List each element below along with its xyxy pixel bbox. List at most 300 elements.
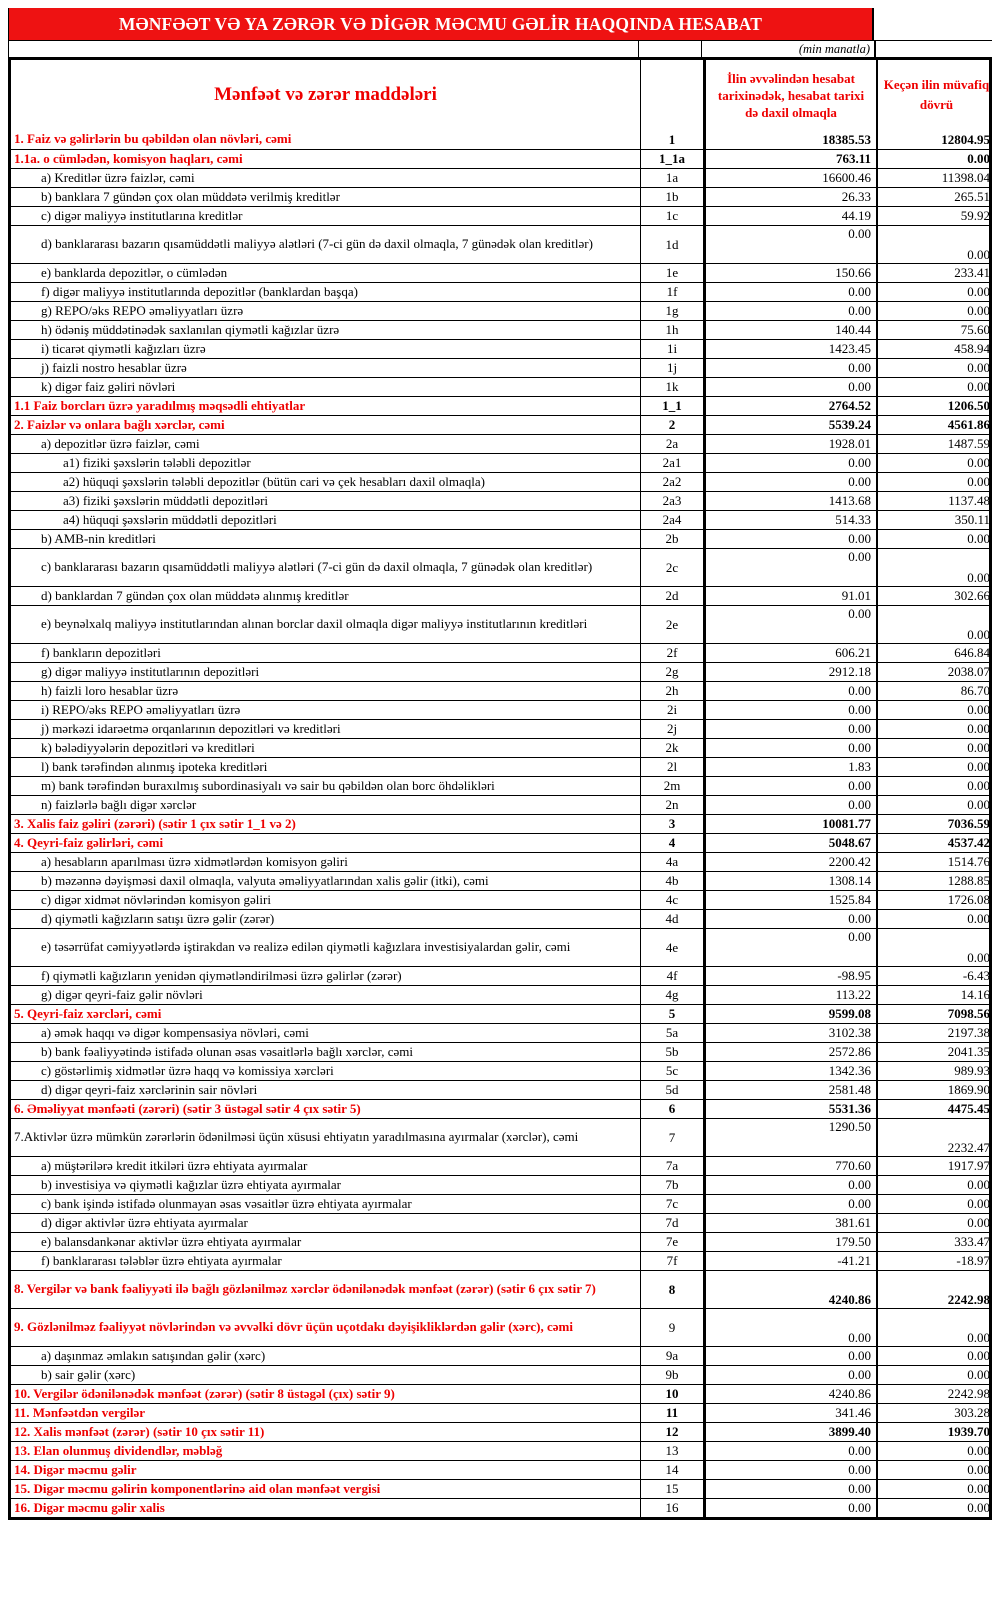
row-code: 1e bbox=[640, 264, 703, 282]
row-label: 6. Əməliyyat mənfəəti (zərəri) (sətir 3 üstəgəl sətir 4 çıx sətir 5) bbox=[14, 1100, 361, 1116]
row-value-current: 0.00 bbox=[703, 226, 876, 263]
table-row bbox=[11, 491, 989, 510]
row-value-current: 0.00 bbox=[703, 1366, 876, 1384]
row-value-current: 0.00 bbox=[703, 1461, 876, 1479]
report-title: MƏNFƏƏT VƏ YA ZƏRƏR VƏ DİGƏR MƏCMU GƏLİR HAQQINDA HESABAT bbox=[118, 13, 763, 34]
row-value-current: 0.00 bbox=[703, 606, 876, 643]
row-code: 1j bbox=[640, 359, 703, 377]
row-code: 9 bbox=[640, 1309, 703, 1346]
row-value-current: 1525.84 bbox=[703, 891, 876, 909]
banner-right-spacer bbox=[874, 8, 993, 40]
row-value-current: 0.00 bbox=[703, 283, 876, 301]
row-label: g) digər maliyyə institutlarının depozitləri bbox=[41, 663, 260, 679]
units-empty-code-cell bbox=[638, 41, 701, 57]
row-value-current: 0.00 bbox=[703, 910, 876, 928]
table-row bbox=[11, 434, 989, 453]
row-value-previous: 458.94 bbox=[876, 340, 995, 358]
row-value-previous: 1206.50 bbox=[876, 397, 995, 415]
row-value-previous: 1514.76 bbox=[876, 853, 995, 871]
row-code: 15 bbox=[640, 1480, 703, 1498]
row-code: 16 bbox=[640, 1499, 703, 1517]
row-code: 1k bbox=[640, 378, 703, 396]
row-code: 1h bbox=[640, 321, 703, 339]
row-value-current: 1342.36 bbox=[703, 1062, 876, 1080]
row-value-previous: 0.00 bbox=[876, 739, 995, 757]
table-row bbox=[11, 1023, 989, 1042]
row-label: j) faizli nostro hesablar üzrə bbox=[41, 359, 187, 375]
row-value-current: 2200.42 bbox=[703, 853, 876, 871]
row-value-current: 0.00 bbox=[703, 777, 876, 795]
row-label: i) ticarət qiymətli kağızları üzrə bbox=[41, 340, 206, 356]
table-row bbox=[11, 1042, 989, 1061]
row-label: h) faizli loro hesablar üzrə bbox=[41, 682, 179, 698]
row-code: 7 bbox=[640, 1119, 703, 1156]
row-value-previous: -6.43 bbox=[876, 967, 995, 985]
table-row bbox=[11, 1004, 989, 1023]
row-value-current: 3899.40 bbox=[703, 1423, 876, 1441]
table-row bbox=[11, 1365, 989, 1384]
row-label: 4. Qeyri-faiz gəlirləri, cəmi bbox=[14, 834, 164, 850]
table-row bbox=[11, 320, 989, 339]
row-label: d) qiymətli kağızların satışı üzrə gəlir (zərər) bbox=[41, 910, 275, 926]
row-value-previous: 0.00 bbox=[876, 530, 995, 548]
row-code: 8 bbox=[640, 1271, 703, 1308]
row-value-previous: 0.00 bbox=[876, 758, 995, 776]
row-code: 2h bbox=[640, 682, 703, 700]
row-value-current: 26.33 bbox=[703, 188, 876, 206]
row-value-previous: 14.16 bbox=[876, 986, 995, 1004]
row-code: 2 bbox=[640, 416, 703, 434]
row-code: 7b bbox=[640, 1176, 703, 1194]
row-code: 1f bbox=[640, 283, 703, 301]
row-code: 9b bbox=[640, 1366, 703, 1384]
table-row bbox=[11, 776, 989, 795]
table-row bbox=[11, 738, 989, 757]
table-row bbox=[11, 1498, 989, 1517]
row-code: 2a1 bbox=[640, 454, 703, 472]
table-row bbox=[11, 1061, 989, 1080]
row-value-current: 91.01 bbox=[703, 587, 876, 605]
row-value-current: 9599.08 bbox=[703, 1005, 876, 1023]
row-value-current: 770.60 bbox=[703, 1157, 876, 1175]
row-value-previous: 0.00 bbox=[876, 1309, 995, 1346]
row-label: 10. Vergilər ödənilənədək mənfəət (zərər) (sətir 8 üstəgəl (çıx) sətir 9) bbox=[14, 1385, 395, 1401]
row-code: 10 bbox=[640, 1385, 703, 1403]
row-value-current: 0.00 bbox=[703, 549, 876, 586]
row-label: c) digər xidmət növlərindən komisyon gəliri bbox=[41, 891, 271, 907]
row-value-previous: 75.60 bbox=[876, 321, 995, 339]
row-code: 1a bbox=[640, 169, 703, 187]
row-value-current: 763.11 bbox=[703, 150, 876, 168]
row-label: 12. Xalis mənfəət (zərər) (sətir 10 çıx sətir 11) bbox=[14, 1423, 265, 1439]
row-label: d) digər aktivlər üzrə ehtiyata ayırmalar bbox=[41, 1214, 248, 1230]
row-label: f) banklararası tələblər üzrə ehtiyata ayırmalar bbox=[41, 1252, 282, 1268]
row-value-previous: 0.00 bbox=[876, 777, 995, 795]
table-row bbox=[11, 1080, 989, 1099]
row-code: 5c bbox=[640, 1062, 703, 1080]
table-row bbox=[11, 681, 989, 700]
row-code: 7e bbox=[640, 1233, 703, 1251]
row-code: 2n bbox=[640, 796, 703, 814]
row-value-current: -41.21 bbox=[703, 1252, 876, 1270]
row-code: 2c bbox=[640, 549, 703, 586]
row-label: 2. Faizlər və onlara bağlı xərclər, cəmi bbox=[14, 416, 225, 432]
row-value-current: 1.83 bbox=[703, 758, 876, 776]
row-value-current: 0.00 bbox=[703, 701, 876, 719]
row-value-previous: 0.00 bbox=[876, 606, 995, 643]
table-row bbox=[11, 1479, 989, 1498]
table-row bbox=[11, 453, 989, 472]
row-value-previous: 0.00 bbox=[876, 701, 995, 719]
table-row bbox=[11, 586, 989, 605]
row-code: 9a bbox=[640, 1347, 703, 1365]
row-code: 4a bbox=[640, 853, 703, 871]
row-label: b) banklara 7 gündən çox olan müddətə verilmiş kreditlər bbox=[41, 188, 340, 204]
table-row bbox=[11, 1460, 989, 1479]
row-label: 1.1 Faiz borcları üzrə yaradılmış məqsədli ehtiyatlar bbox=[14, 397, 306, 413]
table-row bbox=[11, 1346, 989, 1365]
row-value-previous: 0.00 bbox=[876, 1480, 995, 1498]
row-value-current: 44.19 bbox=[703, 207, 876, 225]
row-code: 5 bbox=[640, 1005, 703, 1023]
row-value-current: 0.00 bbox=[703, 1442, 876, 1460]
row-label: 1. Faiz və gəlirlərin bu qəbildən olan növləri, cəmi bbox=[14, 131, 292, 147]
row-value-current: 0.00 bbox=[703, 1195, 876, 1213]
row-value-current: 0.00 bbox=[703, 302, 876, 320]
row-value-previous: 4537.42 bbox=[876, 834, 995, 852]
current-period-column-header: İlin əvvəlindən hesabat tarixinədək, hesabat tarixi də daxil olmaqla bbox=[703, 60, 876, 130]
row-label: 11. Mənfəətdən vergilər bbox=[14, 1404, 146, 1420]
row-code: 2m bbox=[640, 777, 703, 795]
row-label: d) digər qeyri-faiz xərclərinin sair növləri bbox=[41, 1081, 258, 1097]
table-row bbox=[11, 909, 989, 928]
row-value-current: 1308.14 bbox=[703, 872, 876, 890]
table-row bbox=[11, 282, 989, 301]
row-value-current: 113.22 bbox=[703, 986, 876, 1004]
row-code: 2i bbox=[640, 701, 703, 719]
row-value-current: 179.50 bbox=[703, 1233, 876, 1251]
row-code: 1d bbox=[640, 226, 703, 263]
row-value-previous: 2038.07 bbox=[876, 663, 995, 681]
table-row bbox=[11, 1403, 989, 1422]
row-value-current: 381.61 bbox=[703, 1214, 876, 1232]
row-code: 4c bbox=[640, 891, 703, 909]
row-label: d) banklardan 7 gündən çox olan müddətə alınmış kreditlər bbox=[41, 587, 349, 603]
table-row bbox=[11, 1441, 989, 1460]
row-code: 4b bbox=[640, 872, 703, 890]
row-code: 2e bbox=[640, 606, 703, 643]
table-row bbox=[11, 1384, 989, 1403]
row-value-current: 606.21 bbox=[703, 644, 876, 662]
row-label: 7.Aktivlər üzrə mümkün zərərlərin ödənilməsi üçün xüsusi ehtiyatın yaradılmasına ayırmalar (xərclər), cəmi bbox=[14, 1129, 579, 1145]
row-code: 1_1a bbox=[640, 150, 703, 168]
row-label: 3. Xalis faiz gəliri (zərəri) (sətir 1 çıx sətir 1_1 və 2) bbox=[14, 815, 296, 831]
table-body bbox=[11, 130, 989, 1517]
table-row bbox=[11, 643, 989, 662]
table-row bbox=[11, 757, 989, 776]
row-code: 5a bbox=[640, 1024, 703, 1042]
row-value-current: 0.00 bbox=[703, 1480, 876, 1498]
row-value-previous: 1917.97 bbox=[876, 1157, 995, 1175]
row-code: 1i bbox=[640, 340, 703, 358]
row-label: 15. Digər məcmu gəlirin komponentlərinə aid olan mənfəət vergisi bbox=[14, 1480, 381, 1496]
row-label: 8. Vergilər və bank fəaliyyəti ilə bağlı gözlənilməz xərclər ödənilənədək mənfəət (zərər) (sətir 6 çıx sətir 7) bbox=[14, 1281, 596, 1297]
code-column-header bbox=[640, 60, 703, 130]
row-code: 1 bbox=[640, 130, 703, 149]
row-value-previous: 0.00 bbox=[876, 1461, 995, 1479]
row-code: 2j bbox=[640, 720, 703, 738]
units-empty-prev-cell bbox=[874, 41, 993, 57]
units-note: (min manatla) bbox=[701, 41, 874, 57]
row-value-previous: 2232.47 bbox=[876, 1119, 995, 1156]
row-value-previous: 0.00 bbox=[876, 302, 995, 320]
row-value-previous: 4561.86 bbox=[876, 416, 995, 434]
table-row bbox=[11, 985, 989, 1004]
row-value-previous: 265.51 bbox=[876, 188, 995, 206]
row-value-previous: 0.00 bbox=[876, 1214, 995, 1232]
table-row bbox=[11, 890, 989, 909]
row-code: 1g bbox=[640, 302, 703, 320]
row-code: 4f bbox=[640, 967, 703, 985]
row-value-previous: 0.00 bbox=[876, 283, 995, 301]
row-value-previous: 0.00 bbox=[876, 929, 995, 966]
table-row bbox=[11, 301, 989, 320]
row-value-previous: 233.41 bbox=[876, 264, 995, 282]
row-value-previous: 0.00 bbox=[876, 454, 995, 472]
units-row bbox=[9, 40, 992, 57]
row-value-previous: 0.00 bbox=[876, 796, 995, 814]
row-value-previous: 4475.45 bbox=[876, 1100, 995, 1118]
row-label: e) təsərrüfat cəmiyyətlərdə iştirakdan və realizə edilən qiymətli kağızlara investisiyalardan gəlir, cəmi bbox=[41, 939, 571, 955]
row-label: b) məzənnə dəyişməsi daxil olmaqla, valyuta əməliyyatlarından xalis gəlir (itki), cəmi bbox=[41, 872, 489, 888]
row-code: 13 bbox=[640, 1442, 703, 1460]
units-empty-label-cell bbox=[9, 41, 638, 57]
row-value-current: 1413.68 bbox=[703, 492, 876, 510]
row-code: 1c bbox=[640, 207, 703, 225]
row-value-current: 2572.86 bbox=[703, 1043, 876, 1061]
row-code: 2a2 bbox=[640, 473, 703, 491]
row-value-previous: 12804.95 bbox=[876, 130, 995, 149]
row-label: b) AMB-nin kreditləri bbox=[41, 530, 156, 546]
row-label: i) REPO/əks REPO əməliyyatları üzrə bbox=[41, 701, 241, 717]
row-value-previous: 0.00 bbox=[876, 1347, 995, 1365]
row-label: 14. Digər məcmu gəlir bbox=[14, 1461, 137, 1477]
row-label: a2) hüquqi şəxslərin tələbli depozitlər (bütün cari və çek hesabları daxil olmaqla) bbox=[63, 473, 485, 489]
row-value-previous: 11398.04 bbox=[876, 169, 995, 187]
row-label: a) hesabların aparılması üzrə xidmətlərdən komisyon gəliri bbox=[41, 853, 348, 869]
row-code: 6 bbox=[640, 1100, 703, 1118]
row-value-current: 341.46 bbox=[703, 1404, 876, 1422]
row-value-previous: 0.00 bbox=[876, 150, 995, 168]
table-row bbox=[11, 871, 989, 890]
row-code: 4 bbox=[640, 834, 703, 852]
row-label: c) göstərlimiş xidmətlər üzrə haqq və komissiya xərcləri bbox=[41, 1062, 334, 1078]
table-row bbox=[11, 1213, 989, 1232]
table-row bbox=[11, 795, 989, 814]
table-row bbox=[11, 130, 989, 149]
row-value-current: -98.95 bbox=[703, 967, 876, 985]
row-value-previous: 1726.08 bbox=[876, 891, 995, 909]
row-label: b) sair gəlir (xərc) bbox=[41, 1366, 136, 1382]
row-code: 4e bbox=[640, 929, 703, 966]
row-value-previous: 0.00 bbox=[876, 359, 995, 377]
row-value-current: 0.00 bbox=[703, 1347, 876, 1365]
row-value-current: 4240.86 bbox=[703, 1271, 876, 1308]
row-code: 7f bbox=[640, 1252, 703, 1270]
row-value-current: 0.00 bbox=[703, 454, 876, 472]
row-value-current: 0.00 bbox=[703, 929, 876, 966]
row-value-current: 150.66 bbox=[703, 264, 876, 282]
row-label: n) faizlərlə bağlı digər xərclər bbox=[41, 796, 197, 812]
table-row bbox=[11, 415, 989, 434]
row-value-previous: 2041.35 bbox=[876, 1043, 995, 1061]
row-label: c) banklararası bazarın qısamüddətli maliyyə alətləri (7-ci gün də daxil olmaqla, 7 günədək olan kreditlər) bbox=[41, 559, 593, 575]
row-value-previous: 350.11 bbox=[876, 511, 995, 529]
row-value-previous: 59.92 bbox=[876, 207, 995, 225]
row-value-previous: 1288.85 bbox=[876, 872, 995, 890]
row-value-current: 1928.01 bbox=[703, 435, 876, 453]
row-label: a) müştərilərə kredit itkiləri üzrə ehtiyata ayırmalar bbox=[41, 1157, 308, 1173]
table-row bbox=[11, 1422, 989, 1441]
row-value-current: 0.00 bbox=[703, 739, 876, 757]
row-label: j) mərkəzi idarəetmə orqanlarının depozitləri və kreditləri bbox=[41, 720, 341, 736]
row-value-current: 0.00 bbox=[703, 1309, 876, 1346]
row-code: 2a bbox=[640, 435, 703, 453]
table-row bbox=[11, 472, 989, 491]
row-value-previous: 0.00 bbox=[876, 1499, 995, 1517]
row-value-current: 2764.52 bbox=[703, 397, 876, 415]
row-label: a1) fiziki şəxslərin tələbli depozitlər bbox=[63, 454, 251, 470]
row-value-previous: 1869.90 bbox=[876, 1081, 995, 1099]
row-code: 1b bbox=[640, 188, 703, 206]
table-row bbox=[11, 1156, 989, 1175]
row-value-current: 5531.36 bbox=[703, 1100, 876, 1118]
row-value-previous: 2242.98 bbox=[876, 1271, 995, 1308]
row-label: k) digər faiz gəliri növləri bbox=[41, 378, 176, 394]
row-value-previous: 86.70 bbox=[876, 682, 995, 700]
row-value-previous: 0.00 bbox=[876, 473, 995, 491]
row-value-previous: 0.00 bbox=[876, 378, 995, 396]
row-label: a) Kreditlər üzrə faizlər, cəmi bbox=[41, 169, 195, 185]
row-code: 7d bbox=[640, 1214, 703, 1232]
row-label: f) digər maliyyə institutlarında depozitlər (banklardan başqa) bbox=[41, 283, 358, 299]
items-column-header: Mənfəət və zərər maddələri bbox=[214, 84, 437, 105]
row-code: 12 bbox=[640, 1423, 703, 1441]
row-label: a) daşınmaz əmlakın satışından gəlir (xərc) bbox=[41, 1347, 266, 1363]
row-value-current: 0.00 bbox=[703, 796, 876, 814]
row-label: 5. Qeyri-faiz xərcləri, cəmi bbox=[14, 1005, 162, 1021]
table-row bbox=[11, 605, 989, 643]
row-value-previous: 0.00 bbox=[876, 1442, 995, 1460]
report-title-banner bbox=[9, 8, 874, 40]
row-value-previous: 0.00 bbox=[876, 1176, 995, 1194]
table-row bbox=[11, 1270, 989, 1308]
table-row bbox=[11, 529, 989, 548]
table-row bbox=[11, 852, 989, 871]
row-value-current: 0.00 bbox=[703, 359, 876, 377]
row-code: 14 bbox=[640, 1461, 703, 1479]
row-value-previous: 0.00 bbox=[876, 1366, 995, 1384]
row-label: b) investisiya və qiymətli kağızlar üzrə ehtiyata ayırmalar bbox=[41, 1176, 341, 1192]
row-value-previous: 989.93 bbox=[876, 1062, 995, 1080]
row-label: l) bank tərəfindən alınmış ipoteka kreditləri bbox=[41, 758, 268, 774]
row-value-current: 16600.46 bbox=[703, 169, 876, 187]
table-header-row bbox=[11, 60, 989, 130]
row-value-current: 5539.24 bbox=[703, 416, 876, 434]
row-value-current: 0.00 bbox=[703, 530, 876, 548]
row-code: 7a bbox=[640, 1157, 703, 1175]
row-value-current: 4240.86 bbox=[703, 1385, 876, 1403]
table-row bbox=[11, 168, 989, 187]
row-label: 9. Gözlənilməz fəaliyyət növlərindən və əvvəlki dövr üçün uçotdakı dəyişikliklərdən gəlir (xərc), cəmi bbox=[14, 1319, 573, 1335]
row-label: b) bank fəaliyyətində istifadə olunan əsas vəsaitlərlə bağlı xərclər, cəmi bbox=[41, 1043, 413, 1059]
table-row bbox=[11, 662, 989, 681]
row-code: 2a3 bbox=[640, 492, 703, 510]
row-label: a) depozitlər üzrə faizlər, cəmi bbox=[41, 435, 200, 451]
table-row bbox=[11, 149, 989, 168]
row-value-previous: 302.66 bbox=[876, 587, 995, 605]
row-value-previous: 0.00 bbox=[876, 720, 995, 738]
row-value-previous: 7036.59 bbox=[876, 815, 995, 833]
profit-loss-table bbox=[8, 57, 992, 1520]
row-code: 4g bbox=[640, 986, 703, 1004]
row-value-previous: 1137.48 bbox=[876, 492, 995, 510]
table-row bbox=[11, 1175, 989, 1194]
row-value-current: 0.00 bbox=[703, 378, 876, 396]
row-value-previous: 0.00 bbox=[876, 226, 995, 263]
row-value-current: 0.00 bbox=[703, 720, 876, 738]
row-value-previous: 646.84 bbox=[876, 644, 995, 662]
previous-period-column-header: Keçən ilin müvafiq dövrü bbox=[876, 60, 995, 130]
row-label: 16. Digər məcmu gəlir xalis bbox=[14, 1499, 165, 1515]
row-code: 2d bbox=[640, 587, 703, 605]
table-row bbox=[11, 1118, 989, 1156]
table-row bbox=[11, 1194, 989, 1213]
row-value-current: 18385.53 bbox=[703, 130, 876, 149]
row-code: 2a4 bbox=[640, 511, 703, 529]
row-label: m) bank tərəfindən buraxılmış subordinasiyalı və sair bu qəbildən olan borc öhdəlikləri bbox=[41, 777, 495, 793]
table-row bbox=[11, 719, 989, 738]
row-label: k) bələdiyyələrin depozitləri və kreditləri bbox=[41, 739, 255, 755]
row-value-current: 514.33 bbox=[703, 511, 876, 529]
row-code: 5b bbox=[640, 1043, 703, 1061]
table-row bbox=[11, 1308, 989, 1346]
table-row bbox=[11, 833, 989, 852]
row-value-current: 1290.50 bbox=[703, 1119, 876, 1156]
row-code: 1_1 bbox=[640, 397, 703, 415]
row-code: 2b bbox=[640, 530, 703, 548]
row-label: e) banklarda depozitlər, o cümlədən bbox=[41, 264, 228, 280]
row-value-current: 3102.38 bbox=[703, 1024, 876, 1042]
row-label: 13. Elan olunmuş dividendlər, məbləğ bbox=[14, 1442, 223, 1458]
table-row bbox=[11, 396, 989, 415]
row-code: 7c bbox=[640, 1195, 703, 1213]
row-value-current: 2912.18 bbox=[703, 663, 876, 681]
row-value-current: 2581.48 bbox=[703, 1081, 876, 1099]
table-row bbox=[11, 225, 989, 263]
row-value-current: 140.44 bbox=[703, 321, 876, 339]
report-top-block bbox=[8, 8, 992, 57]
row-label: a3) fiziki şəxslərin müddətli depozitləri bbox=[63, 492, 269, 508]
row-value-previous: 0.00 bbox=[876, 1195, 995, 1213]
row-label: g) digər qeyri-faiz gəlir növləri bbox=[41, 986, 203, 1002]
row-value-previous: 0.00 bbox=[876, 549, 995, 586]
table-row bbox=[11, 377, 989, 396]
table-row bbox=[11, 814, 989, 833]
table-row bbox=[11, 358, 989, 377]
table-row bbox=[11, 1099, 989, 1118]
row-value-previous: -18.97 bbox=[876, 1252, 995, 1270]
